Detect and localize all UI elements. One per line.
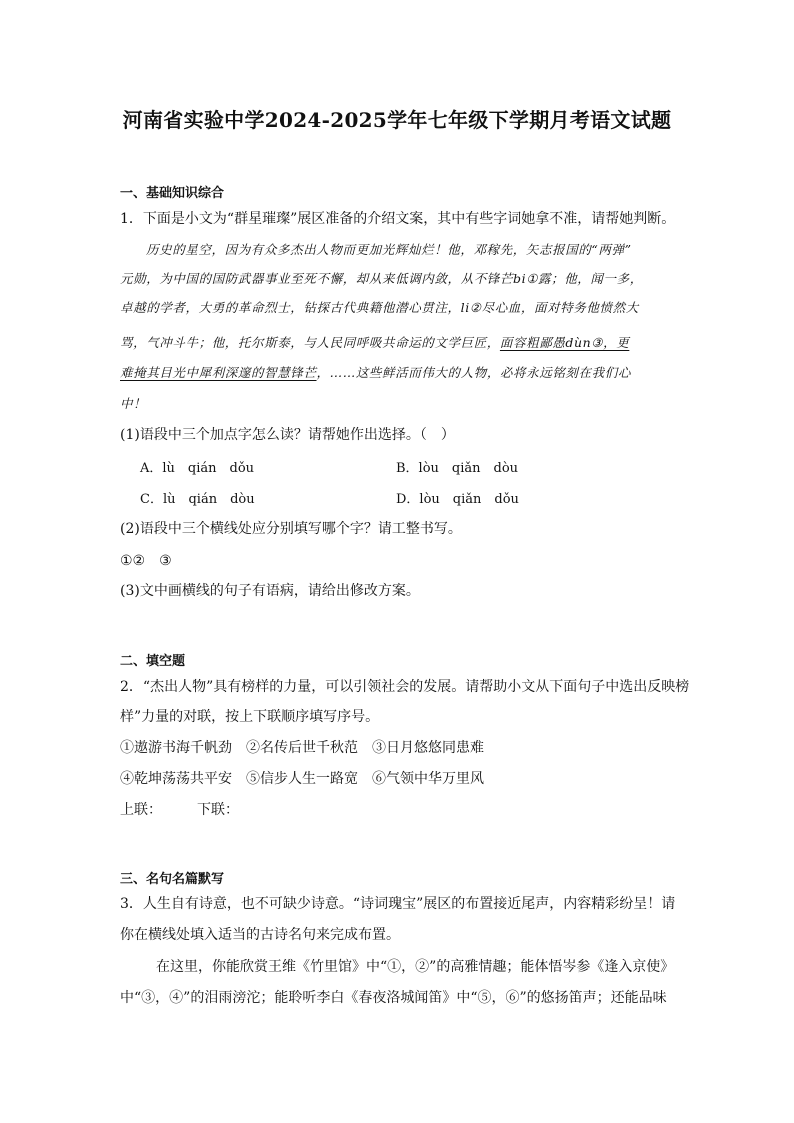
option-b: B．lòu qiǎn dòu: [396, 461, 519, 476]
question-3-line-1: 3．人生自有诗意，也不可缺少诗意。“诗词瑰宝”展区的布置接近尾声，内容精彩纷呈！请: [120, 896, 676, 912]
section-2-heading: 二、填空题: [120, 654, 186, 669]
couplet-options-row-1: ①遨游书海千帆劲 ②名传后世千秋范 ③日月悠悠同患难: [120, 740, 484, 756]
page-title: 河南省实验中学2024-2025学年七年级下学期月考语文试题: [122, 108, 672, 132]
passage-line-4: [120, 333, 629, 351]
section-1-heading: 一、基础知识综合: [120, 186, 225, 201]
passage-line-5: [120, 363, 631, 381]
section-3-heading: 三、名句名篇默写: [120, 872, 225, 887]
underlined-sentence-part-1: 面容粗鄙愚dùn③，更: [499, 335, 630, 350]
question-3-line-3: 在这里，你能欣赏王维《竹里馆》中“①，②”的高雅情趣；能体悟岑参《逢入京使》: [156, 959, 675, 975]
passage-line-4-text: 骂，气冲斗牛；他，托尔斯泰，与人民同呼吸共命运的文学巨匠，: [120, 335, 500, 350]
couplet-answer-line: 上联： 下联：: [120, 802, 239, 818]
sub-question-2: (2)语段中三个横线处应分别填写哪个字？请工整书写。: [120, 521, 462, 537]
couplet-options-row-2: ④乾坤荡荡共平安 ⑤信步人生一路宽 ⑥气领中华万里风: [120, 771, 484, 787]
sub-question-1: (1)语段中三个加点字怎么读？请帮她作出选择。（ ）: [120, 427, 455, 443]
underlined-sentence-part-2: 难掩其目光中犀利深邃的智慧锋芒: [120, 365, 317, 380]
passage-line-5-text: ，……这些鲜活而伟大的人物，必将永远铭刻在我们心: [316, 365, 631, 380]
passage-line-6: 中！: [120, 396, 147, 411]
question-3-line-4: 中“③，④”的泪雨滂沱；能聆听李白《春夜洛城闻笛》中“⑤，⑥”的悠扬笛声；还能品味: [120, 990, 667, 1006]
passage-line-2: 元勋，为中国的国防武器事业至死不懈，却从来低调内敛，从不锋芒bi①露；他，闻一多，: [120, 271, 643, 286]
passage-line-3: 卓越的学者，大勇的革命烈士，钻探古代典籍他潜心贯注，li②尽心血，面对特务他愤然大: [120, 300, 639, 315]
option-d: D．lòu qiǎn dǒu: [396, 492, 519, 507]
question-3-line-2: 你在横线处填入适当的古诗名句来完成布置。: [120, 927, 400, 943]
question-2-line-1: 2．“杰出人物”具有榜样的力量，可以引领社会的发展。请帮助小文从下面句子中选出反映榜: [120, 679, 690, 695]
blank-markers: ①② ③: [120, 553, 172, 569]
question-2-line-2: 样”力量的对联，按上下联顺序填写序号。: [120, 709, 380, 725]
option-c: C．lù qián dòu: [140, 492, 255, 507]
passage-line-1: 历史的星空，因为有众多杰出人物而更加光辉灿烂！他，邓稼先，矢志报国的“两弹”: [146, 242, 632, 257]
question-1-prompt: 1．下面是小文为“群星璀璨”展区准备的介绍文案，其中有些字词她拿不准，请帮她判断。: [120, 211, 676, 227]
option-a: A．lù qián dǒu: [140, 461, 255, 476]
sub-question-3: (3)文中画横线的句子有语病，请给出修改方案。: [120, 583, 420, 599]
